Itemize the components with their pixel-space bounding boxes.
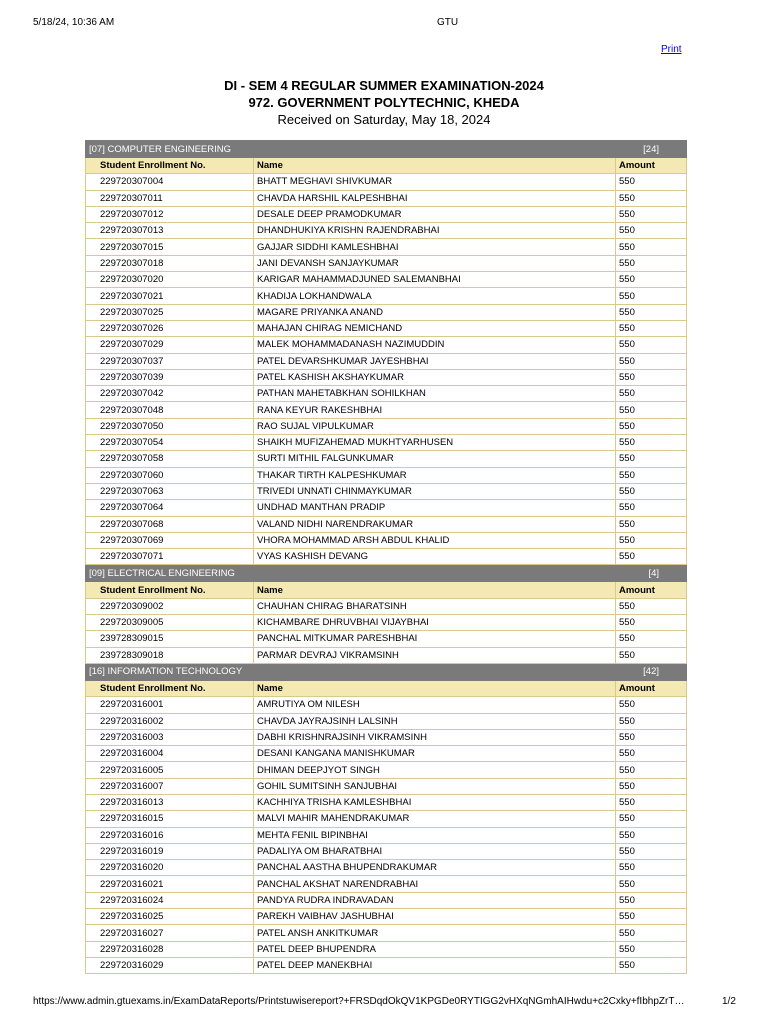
enrollment-cell: 229720307018 <box>86 255 254 271</box>
table-row <box>86 190 687 206</box>
table-row <box>86 811 687 827</box>
enrollment-cell: 229720316003 <box>86 729 254 745</box>
amount-cell: 550 <box>616 909 687 925</box>
amount-cell: 550 <box>616 827 687 843</box>
enrollment-cell: 229720307020 <box>86 272 254 288</box>
amount-cell: 550 <box>616 320 687 336</box>
table-row <box>86 386 687 402</box>
enrollment-cell: 229720316002 <box>86 713 254 729</box>
column-header-enrollment: Student Enrollment No. <box>86 582 254 598</box>
report-heading <box>0 77 768 128</box>
table-row <box>86 843 687 859</box>
name-cell: VHORA MOHAMMAD ARSH ABDUL KHALID <box>254 532 616 548</box>
enrollment-cell: 229720316027 <box>86 925 254 941</box>
enrollment-cell: 229720316024 <box>86 892 254 908</box>
table-row <box>86 794 687 810</box>
amount-cell: 550 <box>616 451 687 467</box>
amount-cell: 550 <box>616 418 687 434</box>
enrollment-cell: 229720307064 <box>86 500 254 516</box>
amount-cell: 550 <box>616 647 687 663</box>
column-header-row <box>86 582 687 598</box>
enrollment-cell: 239728309018 <box>86 647 254 663</box>
name-cell: MALEK MOHAMMADANASH NAZIMUDDIN <box>254 337 616 353</box>
name-cell: GOHIL SUMITSINH SANJUBHAI <box>254 778 616 794</box>
name-cell: PANCHAL AKSHAT NARENDRABHAI <box>254 876 616 892</box>
table-row <box>86 729 687 745</box>
enrollment-cell: 229720309002 <box>86 598 254 614</box>
table-row <box>86 647 687 663</box>
name-cell: PATHAN MAHETABKHAN SOHILKHAN <box>254 386 616 402</box>
enrollment-cell: 229720307071 <box>86 549 254 565</box>
table-row <box>86 435 687 451</box>
footer-url: https://www.admin.gtuexams.in/ExamDataReports/Printstuwisereport?+FRSDqdOkQV1KPGDe0RYTIGG2vHXqNGmhAIHwdu+c2Cxky+fIbhpZrT… <box>33 996 685 1007</box>
enrollment-cell: 229720307054 <box>86 435 254 451</box>
amount-cell: 550 <box>616 811 687 827</box>
name-cell: PATEL DEEP MANEKBHAI <box>254 957 616 973</box>
amount-cell: 550 <box>616 353 687 369</box>
amount-cell: 550 <box>616 206 687 222</box>
table-row <box>86 532 687 548</box>
table-row <box>86 369 687 385</box>
table-row <box>86 631 687 647</box>
name-cell: PANDYA RUDRA INDRAVADAN <box>254 892 616 908</box>
name-cell: PARMAR DEVRAJ VIKRAMSINH <box>254 647 616 663</box>
enrollment-cell: 229720307068 <box>86 516 254 532</box>
name-cell: KARIGAR MAHAMMADJUNED SALEMANBHAI <box>254 272 616 288</box>
table-row <box>86 957 687 973</box>
name-cell: KICHAMBARE DHRUVBHAI VIJAYBHAI <box>254 615 616 631</box>
enrollment-cell: 229720307026 <box>86 320 254 336</box>
enrollment-cell: 239728309015 <box>86 631 254 647</box>
amount-cell: 550 <box>616 337 687 353</box>
table-row <box>86 304 687 320</box>
name-cell: RANA KEYUR RAKESHBHAI <box>254 402 616 418</box>
amount-cell: 550 <box>616 941 687 957</box>
section-count: [4] <box>616 565 687 582</box>
enrollment-cell: 229720307039 <box>86 369 254 385</box>
enrollment-table <box>85 140 687 974</box>
enrollment-cell: 229720307015 <box>86 239 254 255</box>
name-cell: PAREKH VAIBHAV JASHUBHAI <box>254 909 616 925</box>
amount-cell: 550 <box>616 288 687 304</box>
enrollment-cell: 229720307011 <box>86 190 254 206</box>
received-date: Received on Saturday, May 18, 2024 <box>277 112 491 127</box>
report-title: DI - SEM 4 REGULAR SUMMER EXAMINATION-2024 <box>224 78 544 93</box>
enrollment-cell: 229720307050 <box>86 418 254 434</box>
name-cell: MALVI MAHIR MAHENDRAKUMAR <box>254 811 616 827</box>
table-row <box>86 827 687 843</box>
table-row <box>86 467 687 483</box>
name-cell: VYAS KASHISH DEVANG <box>254 549 616 565</box>
name-cell: JANI DEVANSH SANJAYKUMAR <box>254 255 616 271</box>
table-row <box>86 713 687 729</box>
amount-cell: 550 <box>616 631 687 647</box>
table-row <box>86 288 687 304</box>
table-row <box>86 337 687 353</box>
amount-cell: 550 <box>616 223 687 239</box>
enrollment-cell: 229720307021 <box>86 288 254 304</box>
amount-cell: 550 <box>616 598 687 614</box>
amount-cell: 550 <box>616 532 687 548</box>
name-cell: KACHHIYA TRISHA KAMLESHBHAI <box>254 794 616 810</box>
amount-cell: 550 <box>616 697 687 713</box>
footer-page-number: 1/2 <box>722 996 736 1007</box>
enrollment-cell: 229720316016 <box>86 827 254 843</box>
table-row <box>86 239 687 255</box>
enrollment-cell: 229720307048 <box>86 402 254 418</box>
section-count: [24] <box>616 141 687 158</box>
section-title: [07] COMPUTER ENGINEERING <box>86 141 616 158</box>
table-row <box>86 174 687 190</box>
amount-cell: 550 <box>616 402 687 418</box>
column-header-row <box>86 158 687 174</box>
amount-cell: 550 <box>616 925 687 941</box>
column-header-amount: Amount <box>616 158 687 174</box>
name-cell: AMRUTIYA OM NILESH <box>254 697 616 713</box>
amount-cell: 550 <box>616 500 687 516</box>
table-row <box>86 272 687 288</box>
name-cell: DESANI KANGANA MANISHKUMAR <box>254 746 616 762</box>
amount-cell: 550 <box>616 762 687 778</box>
name-cell: PATEL ANSH ANKITKUMAR <box>254 925 616 941</box>
section-title: [16] INFORMATION TECHNOLOGY <box>86 663 616 680</box>
amount-cell: 550 <box>616 794 687 810</box>
enrollment-cell: 229720316005 <box>86 762 254 778</box>
table-row <box>86 762 687 778</box>
enrollment-cell: 229720307060 <box>86 467 254 483</box>
column-header-row <box>86 680 687 696</box>
amount-cell: 550 <box>616 729 687 745</box>
column-header-amount: Amount <box>616 680 687 696</box>
amount-cell: 550 <box>616 239 687 255</box>
table-row <box>86 925 687 941</box>
amount-cell: 550 <box>616 174 687 190</box>
enrollment-cell: 229720309005 <box>86 615 254 631</box>
section-header <box>86 565 687 582</box>
enrollment-cell: 229720307063 <box>86 483 254 499</box>
enrollment-cell: 229720316029 <box>86 957 254 973</box>
amount-cell: 550 <box>616 516 687 532</box>
amount-cell: 550 <box>616 843 687 859</box>
enrollment-cell: 229720307037 <box>86 353 254 369</box>
table-row <box>86 892 687 908</box>
name-cell: PATEL DEVARSHKUMAR JAYESHBHAI <box>254 353 616 369</box>
amount-cell: 550 <box>616 876 687 892</box>
section-header <box>86 663 687 680</box>
name-cell: DESALE DEEP PRAMODKUMAR <box>254 206 616 222</box>
name-cell: BHATT MEGHAVI SHIVKUMAR <box>254 174 616 190</box>
name-cell: VALAND NIDHI NARENDRAKUMAR <box>254 516 616 532</box>
enrollment-cell: 229720307029 <box>86 337 254 353</box>
amount-cell: 550 <box>616 386 687 402</box>
name-cell: MAGARE PRIYANKA ANAND <box>254 304 616 320</box>
table-row <box>86 746 687 762</box>
enrollment-cell: 229720316004 <box>86 746 254 762</box>
name-cell: MAHAJAN CHIRAG NEMICHAND <box>254 320 616 336</box>
table-row <box>86 516 687 532</box>
name-cell: SHAIKH MUFIZAHEMAD MUKHTYARHUSEN <box>254 435 616 451</box>
table-row <box>86 598 687 614</box>
name-cell: TRIVEDI UNNATI CHINMAYKUMAR <box>254 483 616 499</box>
amount-cell: 550 <box>616 713 687 729</box>
amount-cell: 550 <box>616 746 687 762</box>
name-cell: PANCHAL MITKUMAR PARESHBHAI <box>254 631 616 647</box>
enrollment-cell: 229720307069 <box>86 532 254 548</box>
section-header <box>86 141 687 158</box>
enrollment-cell: 229720316015 <box>86 811 254 827</box>
print-link[interactable]: Print <box>661 44 682 55</box>
name-cell: DHANDHUKIYA KRISHN RAJENDRABHAI <box>254 223 616 239</box>
table-row <box>86 500 687 516</box>
enrollment-cell: 229720316028 <box>86 941 254 957</box>
table-row <box>86 615 687 631</box>
name-cell: KHADIJA LOKHANDWALA <box>254 288 616 304</box>
enrollment-cell: 229720316021 <box>86 876 254 892</box>
enrollment-cell: 229720307058 <box>86 451 254 467</box>
table-row <box>86 451 687 467</box>
table-row <box>86 860 687 876</box>
amount-cell: 550 <box>616 778 687 794</box>
name-cell: PATEL KASHISH AKSHAYKUMAR <box>254 369 616 385</box>
enrollment-cell: 229720307025 <box>86 304 254 320</box>
amount-cell: 550 <box>616 255 687 271</box>
table-row <box>86 549 687 565</box>
name-cell: PATEL DEEP BHUPENDRA <box>254 941 616 957</box>
enrollment-cell: 229720316019 <box>86 843 254 859</box>
enrollment-cell: 229720316001 <box>86 697 254 713</box>
name-cell: CHAVDA JAYRAJSINH LALSINH <box>254 713 616 729</box>
name-cell: PADALIYA OM BHARATBHAI <box>254 843 616 859</box>
column-header-name: Name <box>254 158 616 174</box>
column-header-name: Name <box>254 582 616 598</box>
amount-cell: 550 <box>616 369 687 385</box>
enrollment-cell: 229720316020 <box>86 860 254 876</box>
amount-cell: 550 <box>616 483 687 499</box>
name-cell: DABHI KRISHNRAJSINH VIKRAMSINH <box>254 729 616 745</box>
table-row <box>86 909 687 925</box>
table-row <box>86 697 687 713</box>
table-row <box>86 483 687 499</box>
section-title: [09] ELECTRICAL ENGINEERING <box>86 565 616 582</box>
print-page-title: GTU <box>437 17 459 28</box>
table-row <box>86 402 687 418</box>
enrollment-cell: 229720307004 <box>86 174 254 190</box>
institute-name: 972. GOVERNMENT POLYTECHNIC, KHEDA <box>248 95 520 110</box>
column-header-name: Name <box>254 680 616 696</box>
enrollment-cell: 229720316013 <box>86 794 254 810</box>
amount-cell: 550 <box>616 467 687 483</box>
table-row <box>86 778 687 794</box>
name-cell: PANCHAL AASTHA BHUPENDRAKUMAR <box>254 860 616 876</box>
column-header-enrollment: Student Enrollment No. <box>86 680 254 696</box>
name-cell: CHAVDA HARSHIL KALPESHBHAI <box>254 190 616 206</box>
amount-cell: 550 <box>616 304 687 320</box>
table-row <box>86 876 687 892</box>
table-row <box>86 320 687 336</box>
name-cell: CHAUHAN CHIRAG BHARATSINH <box>254 598 616 614</box>
column-header-amount: Amount <box>616 582 687 598</box>
print-datetime: 5/18/24, 10:36 AM <box>33 17 115 28</box>
table-row <box>86 255 687 271</box>
column-header-enrollment: Student Enrollment No. <box>86 158 254 174</box>
amount-cell: 550 <box>616 860 687 876</box>
enrollment-cell: 229720307012 <box>86 206 254 222</box>
enrollment-cell: 229720316025 <box>86 909 254 925</box>
amount-cell: 550 <box>616 190 687 206</box>
amount-cell: 550 <box>616 435 687 451</box>
amount-cell: 550 <box>616 892 687 908</box>
enrollment-cell: 229720316007 <box>86 778 254 794</box>
name-cell: RAO SUJAL VIPULKUMAR <box>254 418 616 434</box>
name-cell: UNDHAD MANTHAN PRADIP <box>254 500 616 516</box>
name-cell: GAJJAR SIDDHI KAMLESHBHAI <box>254 239 616 255</box>
name-cell: MEHTA FENIL BIPINBHAI <box>254 827 616 843</box>
amount-cell: 550 <box>616 615 687 631</box>
enrollment-cell: 229720307042 <box>86 386 254 402</box>
section-count: [42] <box>616 663 687 680</box>
amount-cell: 550 <box>616 957 687 973</box>
table-row <box>86 418 687 434</box>
amount-cell: 550 <box>616 549 687 565</box>
table-row <box>86 223 687 239</box>
name-cell: THAKAR TIRTH KALPESHKUMAR <box>254 467 616 483</box>
enrollment-cell: 229720307013 <box>86 223 254 239</box>
name-cell: SURTI MITHIL FALGUNKUMAR <box>254 451 616 467</box>
name-cell: DHIMAN DEEPJYOT SINGH <box>254 762 616 778</box>
amount-cell: 550 <box>616 272 687 288</box>
table-row <box>86 206 687 222</box>
table-row <box>86 941 687 957</box>
table-row <box>86 353 687 369</box>
